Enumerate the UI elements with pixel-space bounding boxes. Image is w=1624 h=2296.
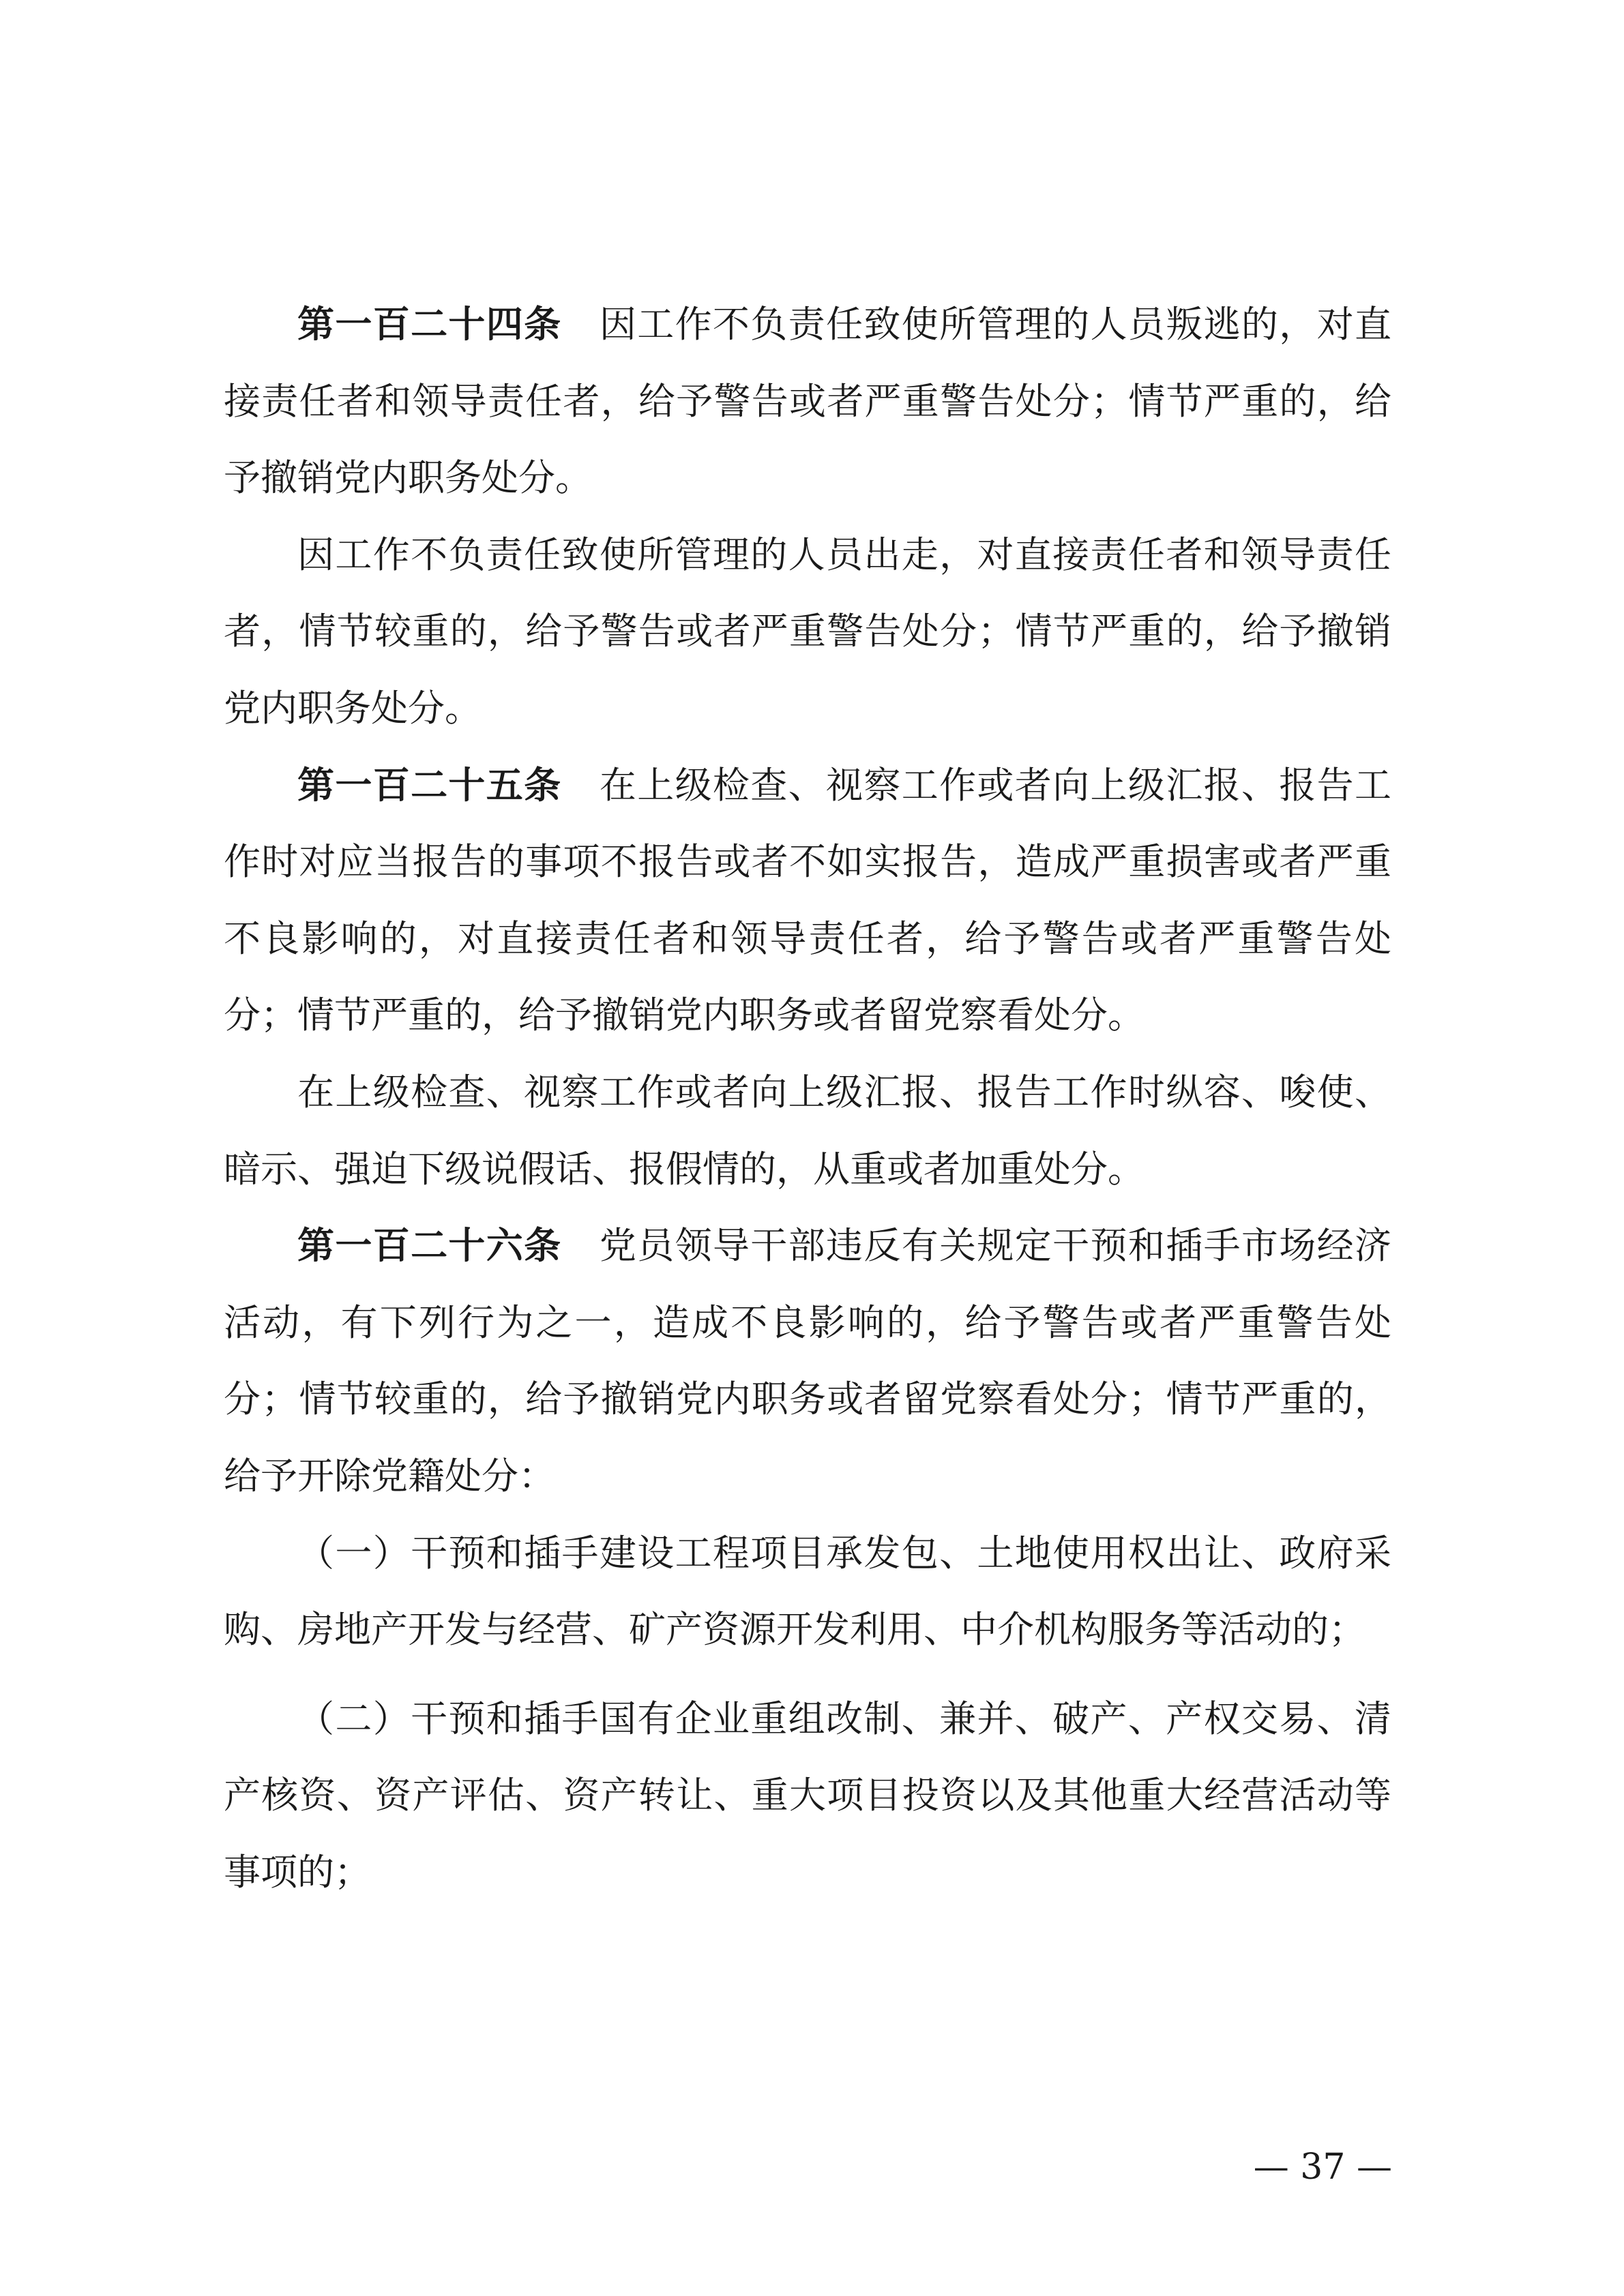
paragraph-article-126-item-2 (224, 1681, 1391, 1911)
paragraph-article-124-clause-2 (224, 517, 1391, 747)
page-number: — 37 — (1253, 2147, 1392, 2188)
paragraph-article-126 (224, 1208, 1391, 1515)
paragraph-text: 在上级检查、视察工作或者向上级汇报、报告工作时纵容、唆使、暗示、强迫下级说假话、报假情的，从重或者加重处分。 (224, 1070, 1391, 1191)
paragraph-text: 在上级检查、视察工作或者向上级汇报、报告工作时对应当报告的事项不报告或者不如实报告，造成严重损害或者严重不良影响的，对直接责任者和领导责任者，给予警告或者严重警告处分；情节严重的，给予撤销党内职务或者留党察看处分。 (224, 763, 1391, 1037)
paragraph-text: 党员领导干部违反有关规定干预和插手市场经济活动，有下列行为之一，造成不良影响的，给予警告或者严重警告处分；情节较重的，给予撤销党内职务或者留党察看处分；情节严重的，给予开除党籍处分： (224, 1224, 1391, 1497)
article-number: 第一百二十四条 (297, 303, 562, 346)
paragraph-text: （二）干预和插手国有企业重组改制、兼并、破产、产权交易、清产核资、资产评估、资产转让、重大项目投资以及其他重大经营活动等事项的； (224, 1697, 1391, 1894)
article-number: 第一百二十五条 (297, 763, 562, 807)
article-number: 第一百二十六条 (297, 1224, 562, 1268)
paragraph-article-125-clause-2 (224, 1054, 1391, 1208)
paragraph-article-125 (224, 747, 1391, 1054)
paragraph-text: 因工作不负责任致使所管理的人员出走，对直接责任者和领导责任者，情节较重的，给予警告或者严重警告处分；情节严重的，给予撤销党内职务处分。 (224, 533, 1391, 730)
document-body (224, 286, 1391, 1911)
paragraph-article-126-item-1 (224, 1515, 1391, 1669)
paragraph-text: （一）干预和插手建设工程项目承发包、土地使用权出让、政府采购、房地产开发与经营、矿产资源开发利用、中介机构服务等活动的； (224, 1531, 1391, 1652)
paragraph-text: 因工作不负责任致使所管理的人员叛逃的，对直接责任者和领导责任者，给予警告或者严重警告处分；情节严重的，给予撤销党内职务处分。 (224, 303, 1391, 500)
paragraph-article-124 (224, 286, 1391, 517)
